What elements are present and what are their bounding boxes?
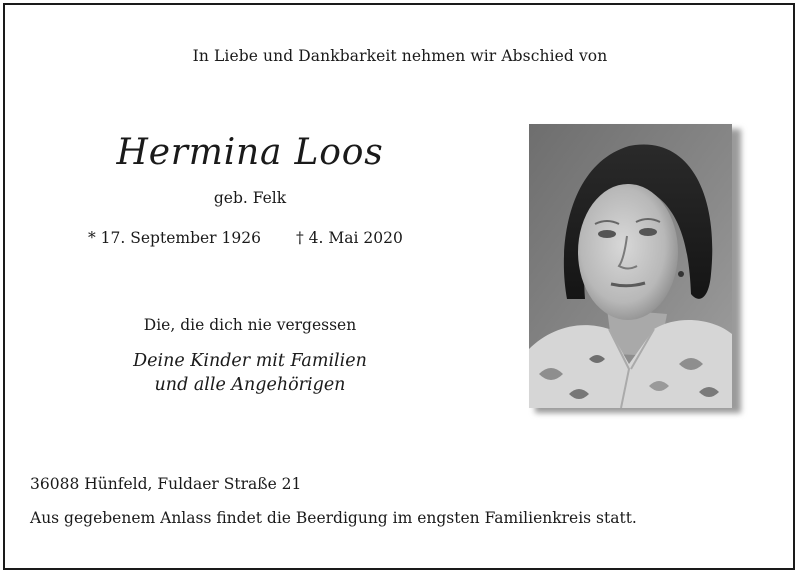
mourners-line-2: und alle Angehörigen: [154, 375, 346, 395]
portrait-photo: [529, 124, 732, 408]
maiden-name: geb. Felk: [213, 189, 287, 207]
mourners-block: [80, 349, 420, 397]
address-line: 36088 Hünfeld, Fuldaer Straße 21: [30, 475, 302, 493]
funeral-note: Aus gegebenem Anlass findet die Beerdigung im engsten Familienkreis statt.: [30, 509, 637, 527]
mourners-intro: Die, die dich nie vergessen: [143, 316, 357, 334]
intro-text: In Liebe und Dankbarkeit nehmen wir Abschied von: [192, 47, 608, 65]
birth-date: * 17. September 1926: [88, 229, 261, 247]
deceased-name: Hermina Loos: [116, 132, 384, 173]
mourners-line-1: Deine Kinder mit Familien: [133, 351, 367, 371]
death-date: † 4. Mai 2020: [296, 229, 403, 247]
portrait-image: [529, 124, 732, 408]
